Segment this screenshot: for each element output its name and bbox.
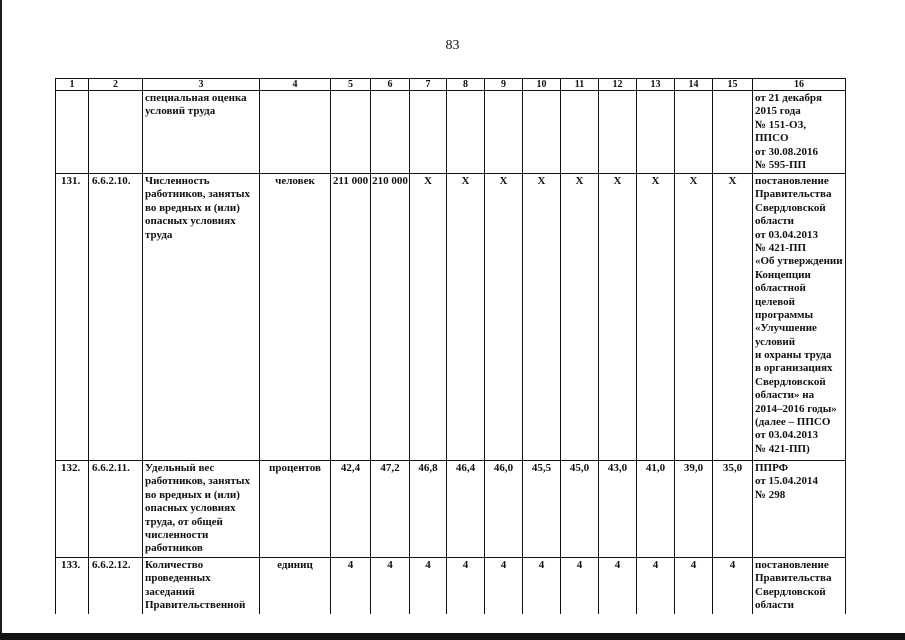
- text-line: заседаний: [145, 585, 195, 598]
- text-line: «Улучшение: [755, 322, 817, 335]
- value-cell: 4: [410, 558, 447, 615]
- value-cell: 46,0: [485, 461, 523, 558]
- text-line: постановление: [755, 175, 829, 187]
- column-header: 13: [637, 79, 675, 91]
- text-line: № 595-ПП: [755, 158, 807, 171]
- text-line: № 298: [755, 488, 786, 501]
- value-cell: X: [485, 174, 523, 461]
- value-cell: [637, 91, 675, 174]
- value-cell: 4: [371, 558, 410, 615]
- column-header: 8: [447, 79, 485, 91]
- table-row: [56, 461, 846, 558]
- source-cell: [753, 461, 846, 558]
- text-line: условий: [755, 335, 796, 348]
- value-cell: 41,0: [637, 461, 675, 558]
- value-cell: 45,5: [523, 461, 561, 558]
- row-number-cell: [56, 91, 89, 174]
- value-cell: 4: [713, 558, 753, 615]
- value-cell: X: [523, 174, 561, 461]
- text-line: Свердловской: [755, 585, 826, 598]
- page-number: 83: [445, 38, 460, 53]
- text-line: области» на: [755, 389, 815, 402]
- text-line: от 03.04.2013: [755, 228, 819, 241]
- value-cell: 4: [331, 558, 371, 615]
- text-line: в организациях: [755, 362, 833, 375]
- text-line: от 15.04.2014: [755, 475, 819, 488]
- column-header: 3: [143, 79, 260, 91]
- value-cell: [371, 91, 410, 174]
- column-header: 15: [713, 79, 753, 91]
- unit-cell: человек: [260, 174, 331, 461]
- text-line: области: [755, 599, 795, 612]
- column-header: 14: [675, 79, 713, 91]
- value-cell: 4: [447, 558, 485, 615]
- unit-cell: [260, 91, 331, 174]
- indicator-code-cell: [89, 91, 143, 174]
- text-line: постановление: [755, 559, 829, 571]
- row-number-cell: 132.: [56, 461, 89, 558]
- text-line: Правительственной: [145, 599, 246, 612]
- text-line: во вредных и (или): [145, 488, 240, 501]
- text-line: работников, занятых: [145, 475, 250, 488]
- value-cell: 210 000: [371, 174, 410, 461]
- value-cell: [599, 91, 637, 174]
- text-line: Свердловской: [755, 201, 826, 214]
- text-line: областной: [755, 282, 806, 295]
- value-cell: 35,0: [713, 461, 753, 558]
- source-cell: [753, 558, 846, 615]
- source-cell: [753, 174, 846, 461]
- text-line: Правительства: [755, 188, 832, 201]
- text-line: Количество: [145, 559, 204, 571]
- indicator-code-cell: 6.6.2.10.: [89, 174, 143, 461]
- unit-cell: единиц: [260, 558, 331, 615]
- value-cell: 46,8: [410, 461, 447, 558]
- scan-edge-left: [0, 0, 2, 640]
- text-line: труда: [145, 228, 173, 241]
- value-cell: [447, 91, 485, 174]
- text-line: Удельный вес: [145, 462, 215, 474]
- value-cell: X: [599, 174, 637, 461]
- value-cell: X: [637, 174, 675, 461]
- table-row: [56, 174, 846, 461]
- text-line: от 21 декабря: [755, 92, 822, 104]
- text-line: Правительства: [755, 572, 832, 585]
- value-cell: 4: [599, 558, 637, 615]
- value-cell: [561, 91, 599, 174]
- value-cell: [523, 91, 561, 174]
- value-cell: 4: [675, 558, 713, 615]
- value-cell: X: [713, 174, 753, 461]
- value-cell: [485, 91, 523, 174]
- text-line: от 30.08.2016: [755, 145, 819, 158]
- value-cell: X: [410, 174, 447, 461]
- value-cell: [410, 91, 447, 174]
- scan-edge-bottom: [0, 633, 905, 640]
- column-header: 12: [599, 79, 637, 91]
- text-line: Свердловской: [755, 375, 826, 388]
- column-header: 16: [753, 79, 846, 91]
- value-cell: 4: [523, 558, 561, 615]
- text-line: работников, занятых: [145, 188, 250, 201]
- text-line: (далее – ППСО: [755, 416, 831, 429]
- column-header: 2: [89, 79, 143, 91]
- row-number-cell: 131.: [56, 174, 89, 461]
- value-cell: 4: [485, 558, 523, 615]
- value-cell: X: [447, 174, 485, 461]
- text-line: Численность: [145, 175, 210, 187]
- column-header: 6: [371, 79, 410, 91]
- text-line: Концепции: [755, 268, 811, 281]
- indicator-code-cell: 6.6.2.11.: [89, 461, 143, 558]
- column-header: 11: [561, 79, 599, 91]
- value-cell: 47,2: [371, 461, 410, 558]
- text-line: специальная оценка: [145, 92, 247, 104]
- text-line: 2014–2016 годы»: [755, 402, 837, 415]
- text-line: численности: [145, 528, 209, 541]
- source-cell: [753, 91, 846, 174]
- column-header: 1: [56, 79, 89, 91]
- text-line: «Об утверждении: [755, 255, 843, 268]
- unit-cell: процентов: [260, 461, 331, 558]
- value-cell: 46,4: [447, 461, 485, 558]
- column-header: 4: [260, 79, 331, 91]
- text-line: целевой: [755, 295, 795, 308]
- value-cell: 42,4: [331, 461, 371, 558]
- value-cell: 43,0: [599, 461, 637, 558]
- text-line: работников: [145, 542, 203, 555]
- text-line: труда, от общей: [145, 515, 223, 528]
- text-line: № 421-ПП: [755, 241, 807, 254]
- column-number-row: [56, 79, 846, 91]
- table-row: [56, 558, 846, 615]
- text-line: проведенных: [145, 572, 211, 585]
- text-line: опасных условиях: [145, 215, 236, 228]
- value-cell: [331, 91, 371, 174]
- row-number-cell: 133.: [56, 558, 89, 615]
- text-line: области: [755, 215, 795, 228]
- text-line: ППСО: [755, 132, 789, 145]
- value-cell: [713, 91, 753, 174]
- value-cell: 45,0: [561, 461, 599, 558]
- text-line: ППРФ: [755, 462, 789, 474]
- text-line: 2015 года: [755, 105, 801, 118]
- value-cell: [675, 91, 713, 174]
- indicator-name-cell: [143, 91, 260, 174]
- table-row: [56, 91, 846, 174]
- value-cell: X: [561, 174, 599, 461]
- text-line: опасных условиях: [145, 502, 236, 515]
- value-cell: 39,0: [675, 461, 713, 558]
- value-cell: 4: [561, 558, 599, 615]
- text-line: от 03.04.2013: [755, 429, 819, 442]
- indicators-table: [55, 78, 846, 614]
- text-line: № 421-ПП): [755, 442, 810, 455]
- indicator-name-cell: [143, 174, 260, 461]
- value-cell: 4: [637, 558, 675, 615]
- text-line: программы: [755, 308, 814, 321]
- text-line: условий труда: [145, 105, 216, 118]
- indicator-code-cell: 6.6.2.12.: [89, 558, 143, 615]
- indicator-name-cell: [143, 558, 260, 615]
- column-header: 10: [523, 79, 561, 91]
- column-header: 5: [331, 79, 371, 91]
- value-cell: X: [675, 174, 713, 461]
- value-cell: 211 000: [331, 174, 371, 461]
- column-header: 7: [410, 79, 447, 91]
- indicator-name-cell: [143, 461, 260, 558]
- text-line: № 151-ОЗ,: [755, 118, 807, 131]
- column-header: 9: [485, 79, 523, 91]
- text-line: во вредных и (или): [145, 201, 240, 214]
- text-line: и охраны труда: [755, 349, 832, 362]
